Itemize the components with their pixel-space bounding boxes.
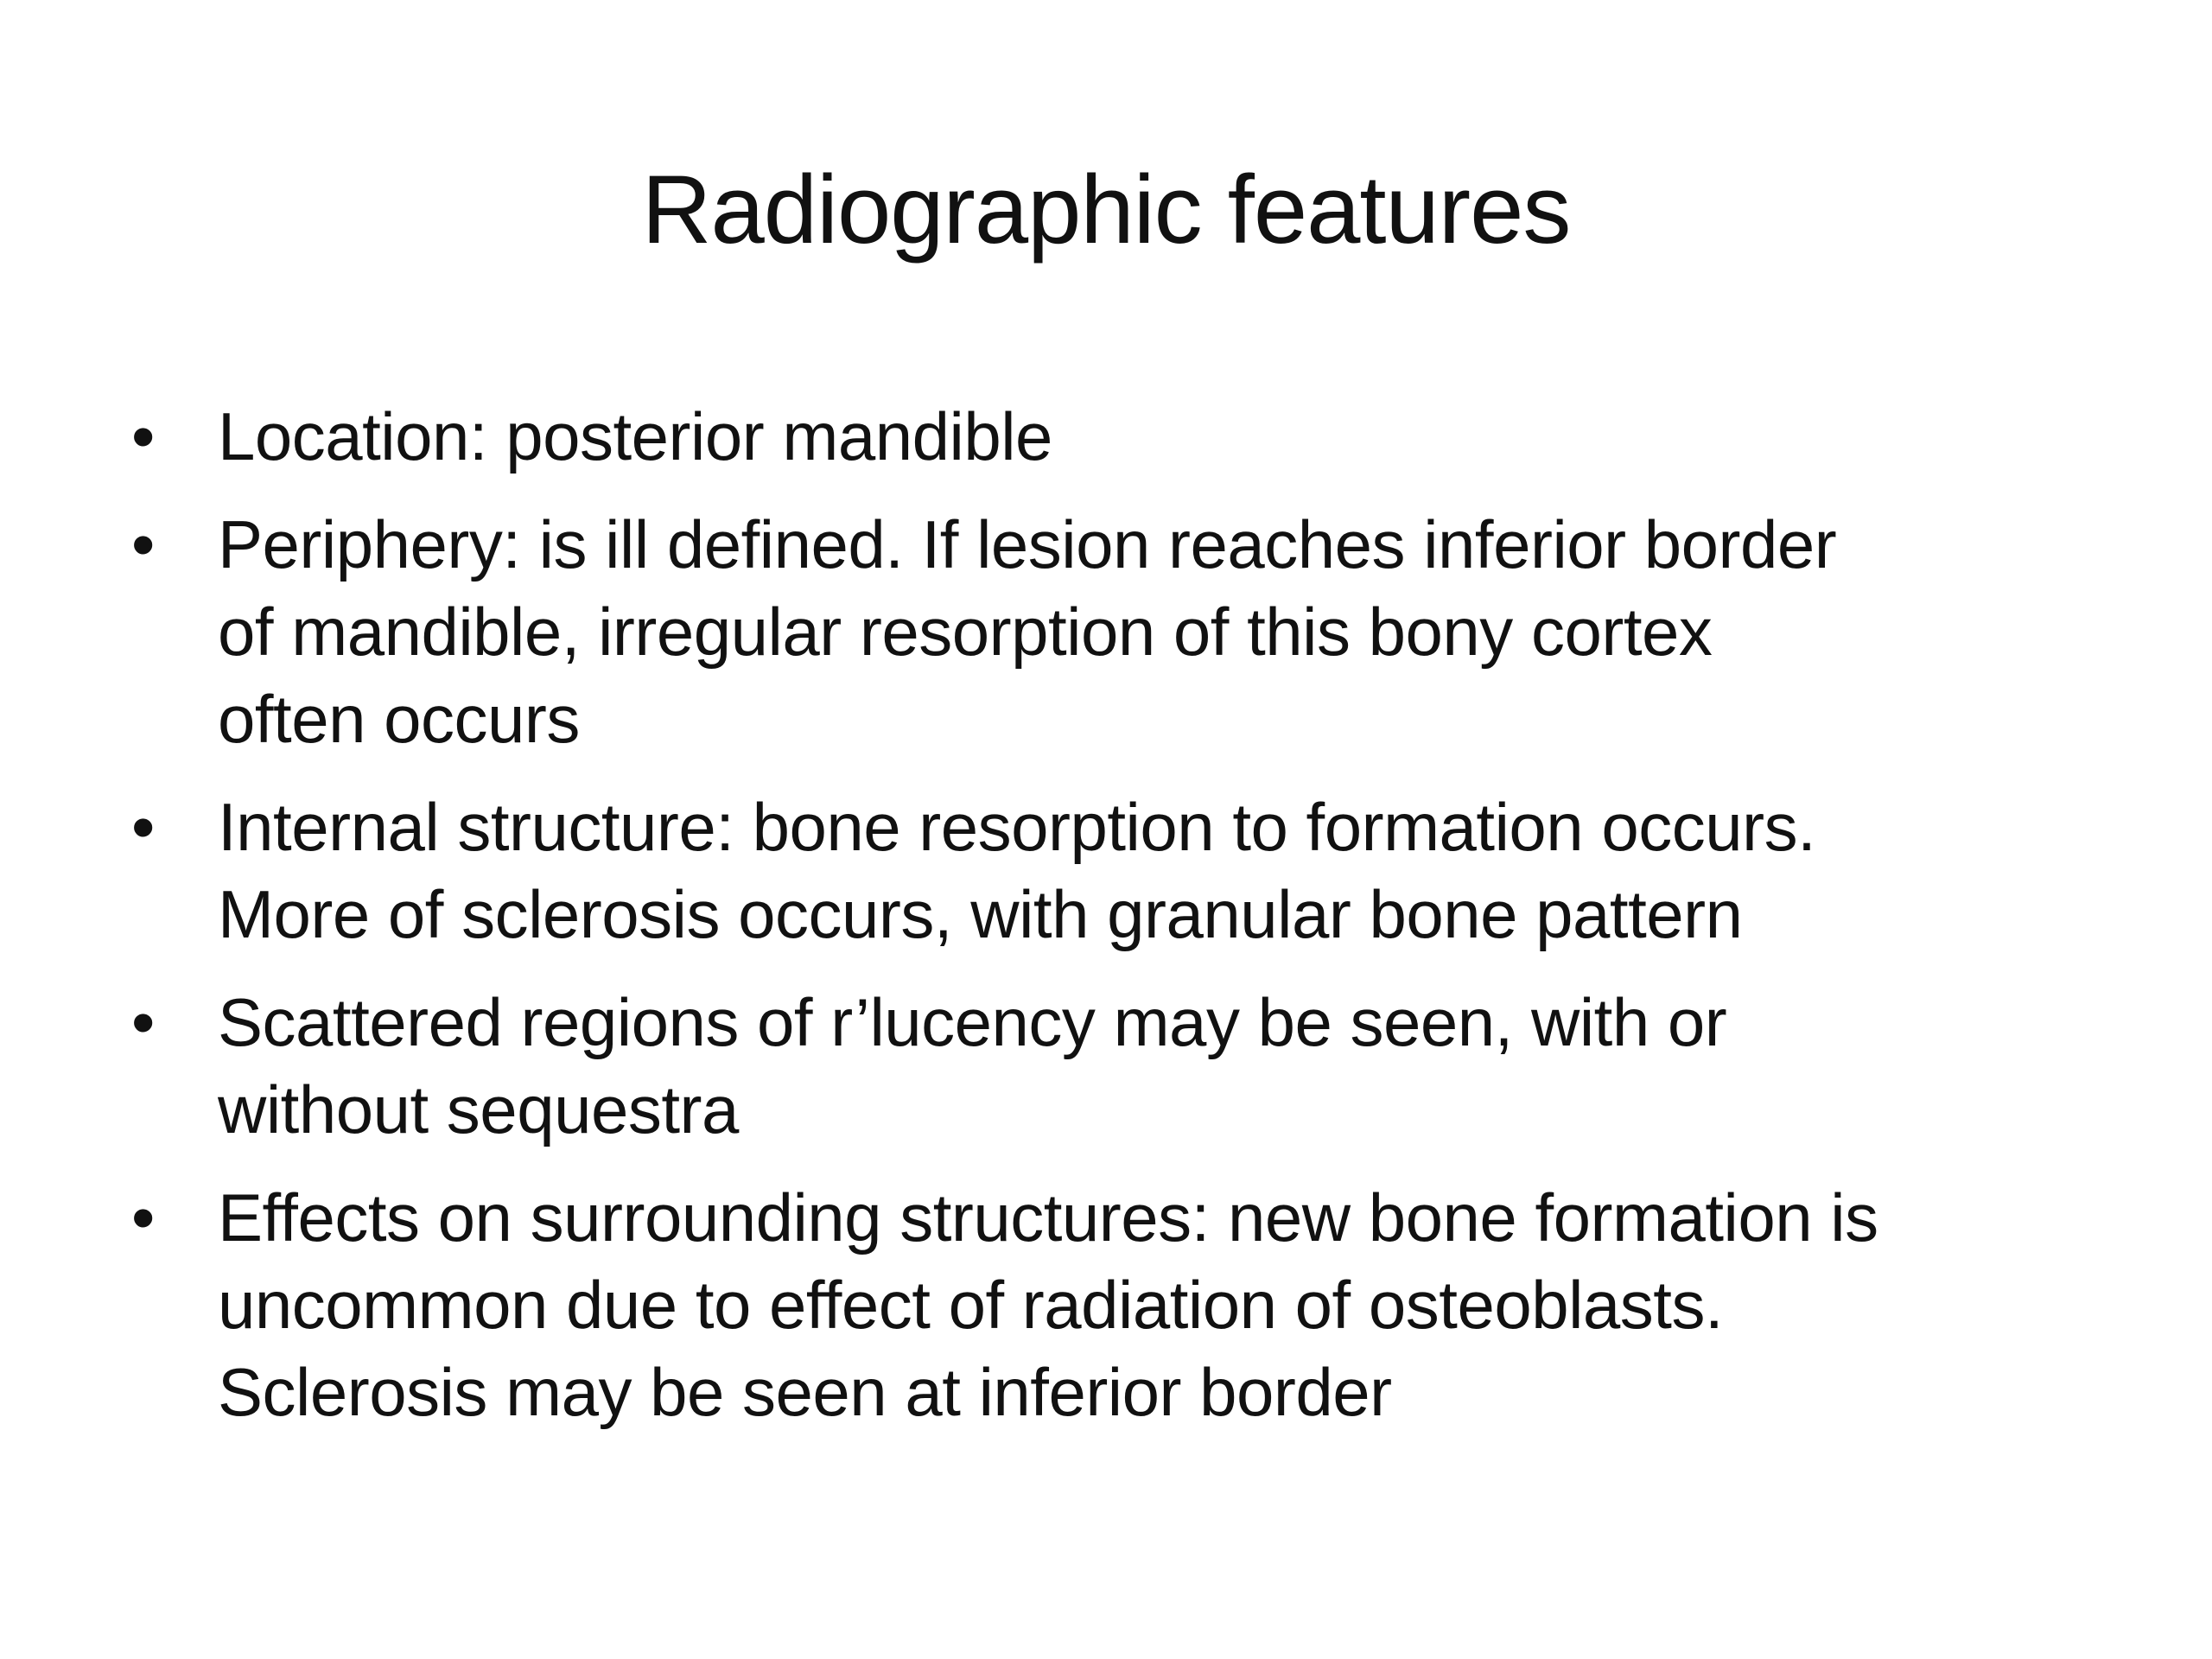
bullet-item-scattered-regions [0,979,2212,1154]
bullet-dot-icon: • [131,789,155,865]
bullet-line: Periphery: is ill defined. If lesion reaches inferior border [218,506,1837,582]
bullet-line: Internal structure: bone resorption to formation occurs. [218,789,1816,865]
bullet-item-location [0,393,2212,480]
bullet-line: Sclerosis may be seen at inferior border [218,1354,1392,1430]
bullet-dot-icon: • [131,1179,155,1255]
bullet-line: of mandible, irregular resorption of this bony cortex [218,594,1713,670]
bullet-text [218,1174,2160,1436]
bullet-text [218,501,2160,763]
bullet-item-periphery [0,501,2212,763]
bullet-line: often occurs [218,681,580,757]
bullet-line: Scattered regions of r’lucency may be seen, with or [218,984,1727,1060]
bullet-item-internal-structure [0,784,2212,958]
bullet-line: Effects on surrounding structures: new bone formation is [218,1179,1878,1255]
slide-title: Radiographic features [641,156,1571,264]
bullet-dot-icon: • [131,506,155,582]
bullet-item-effects [0,1174,2212,1436]
bullet-dot-icon: • [131,984,155,1060]
bullet-line: More of sclerosis occurs, with granular bone pattern [218,876,1743,952]
bullet-line: Location: posterior mandible [218,398,1052,474]
bullet-dot-icon: • [131,398,155,474]
bullet-line: without sequestra [218,1071,739,1147]
bullet-line: uncommon due to effect of radiation of osteoblasts. [218,1267,1724,1343]
bullet-text [218,393,2160,480]
bullet-text [218,979,2160,1154]
bullet-text [218,784,2160,958]
bullet-list [0,393,2212,1457]
